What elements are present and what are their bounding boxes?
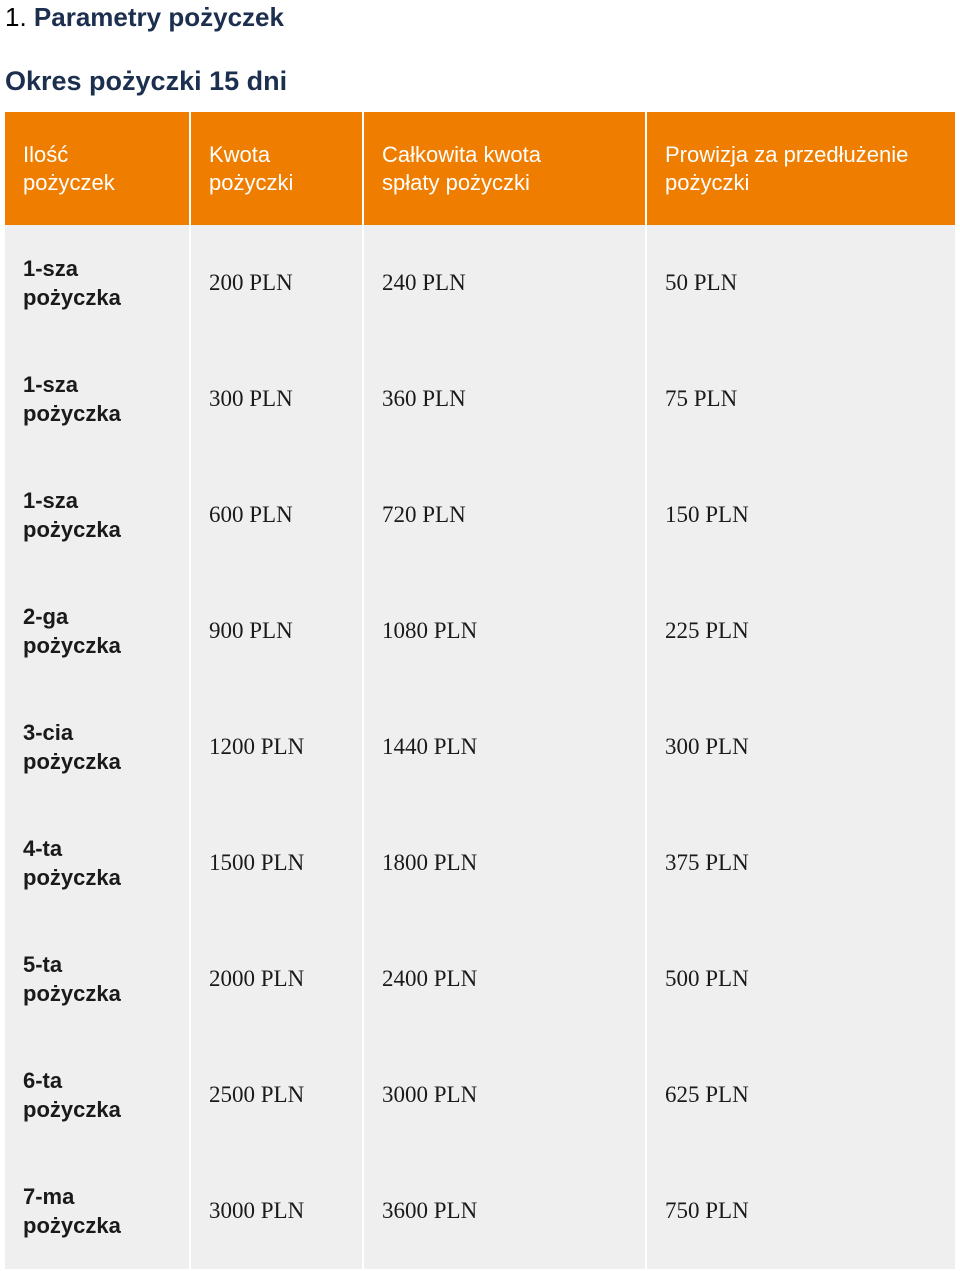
loan-word: pożyczka <box>23 981 121 1006</box>
table-row <box>5 341 955 457</box>
table-row <box>5 805 955 921</box>
loan-word: pożyczka <box>23 865 121 890</box>
table-row <box>5 689 955 805</box>
section-title: Parametry pożyczek <box>33 2 284 32</box>
loan-ordinal: 1-sza <box>23 256 79 281</box>
loan-ordinal: 3-cia <box>23 720 74 745</box>
loan-word: pożyczka <box>23 1213 121 1238</box>
loan-ordinal: 4-ta <box>23 836 63 861</box>
header-line: Całkowita kwota <box>382 141 541 167</box>
loan-amount-cell: 1500 PLN <box>190 805 363 921</box>
loan-ordinal: 5-ta <box>23 952 63 977</box>
table-row <box>5 921 955 1037</box>
loan-ordinal: 6-ta <box>23 1068 63 1093</box>
loan-ordinal: 7-ma <box>23 1184 75 1209</box>
loan-amount-cell: 900 PLN <box>190 573 363 689</box>
loan-amount-cell: 2000 PLN <box>190 921 363 1037</box>
header-line: pożyczki <box>665 169 750 195</box>
loan-number-cell <box>5 341 190 457</box>
loan-parameters-table <box>5 112 955 1269</box>
extension-fee-cell: 500 PLN <box>646 921 955 1037</box>
extension-fee-cell: 375 PLN <box>646 805 955 921</box>
table-row <box>5 225 955 341</box>
total-repayment-cell: 1440 PLN <box>363 689 646 805</box>
header-extension-fee <box>646 112 955 225</box>
table-header-row <box>5 112 955 225</box>
loan-amount-cell: 300 PLN <box>190 341 363 457</box>
loan-ordinal: 1-sza <box>23 372 79 397</box>
loan-word: pożyczka <box>23 285 121 310</box>
loan-amount-cell: 600 PLN <box>190 457 363 573</box>
table-row <box>5 457 955 573</box>
loan-number-cell <box>5 805 190 921</box>
extension-fee-cell: 300 PLN <box>646 689 955 805</box>
header-loan-amount <box>190 112 363 225</box>
header-line: spłaty pożyczki <box>382 169 530 195</box>
loan-amount-cell: 1200 PLN <box>190 689 363 805</box>
loan-number-cell <box>5 457 190 573</box>
header-line: Prowizja za przedłużenie <box>665 141 909 167</box>
table-row <box>5 573 955 689</box>
header-line: Kwota <box>209 141 271 167</box>
total-repayment-cell: 720 PLN <box>363 457 646 573</box>
loan-word: pożyczka <box>23 633 121 658</box>
total-repayment-cell: 3600 PLN <box>363 1153 646 1269</box>
total-repayment-cell: 1800 PLN <box>363 805 646 921</box>
total-repayment-cell: 240 PLN <box>363 225 646 341</box>
header-line: pożyczek <box>23 169 115 195</box>
loan-word: pożyczka <box>23 1097 121 1122</box>
total-repayment-cell: 360 PLN <box>363 341 646 457</box>
extension-fee-cell: 50 PLN <box>646 225 955 341</box>
loan-number-cell <box>5 225 190 341</box>
loan-amount-cell: 3000 PLN <box>190 1153 363 1269</box>
header-total-repayment <box>363 112 646 225</box>
loan-word: pożyczka <box>23 517 121 542</box>
loan-number-cell <box>5 1153 190 1269</box>
loan-number-cell <box>5 689 190 805</box>
extension-fee-cell: 625 PLN <box>646 1037 955 1153</box>
extension-fee-cell: 750 PLN <box>646 1153 955 1269</box>
extension-fee-cell: 150 PLN <box>646 457 955 573</box>
table-row <box>5 1037 955 1153</box>
loan-number-cell <box>5 1037 190 1153</box>
loan-word: pożyczka <box>23 401 121 426</box>
loan-amount-cell: 2500 PLN <box>190 1037 363 1153</box>
header-loan-count <box>5 112 190 225</box>
loan-period-title: Okres pożyczki 15 dni <box>5 66 288 96</box>
extension-fee-cell: 75 PLN <box>646 341 955 457</box>
total-repayment-cell: 1080 PLN <box>363 573 646 689</box>
loan-ordinal: 2-ga <box>23 604 69 629</box>
header-line: pożyczki <box>209 169 294 195</box>
section-number: 1. <box>5 2 27 32</box>
section-heading <box>5 2 284 33</box>
loan-word: pożyczka <box>23 749 121 774</box>
loan-ordinal: 1-sza <box>23 488 79 513</box>
total-repayment-cell: 2400 PLN <box>363 921 646 1037</box>
header-line: Ilość <box>23 141 69 167</box>
total-repayment-cell: 3000 PLN <box>363 1037 646 1153</box>
table-row <box>5 1153 955 1269</box>
loan-number-cell <box>5 573 190 689</box>
loan-number-cell <box>5 921 190 1037</box>
loan-amount-cell: 200 PLN <box>190 225 363 341</box>
extension-fee-cell: 225 PLN <box>646 573 955 689</box>
